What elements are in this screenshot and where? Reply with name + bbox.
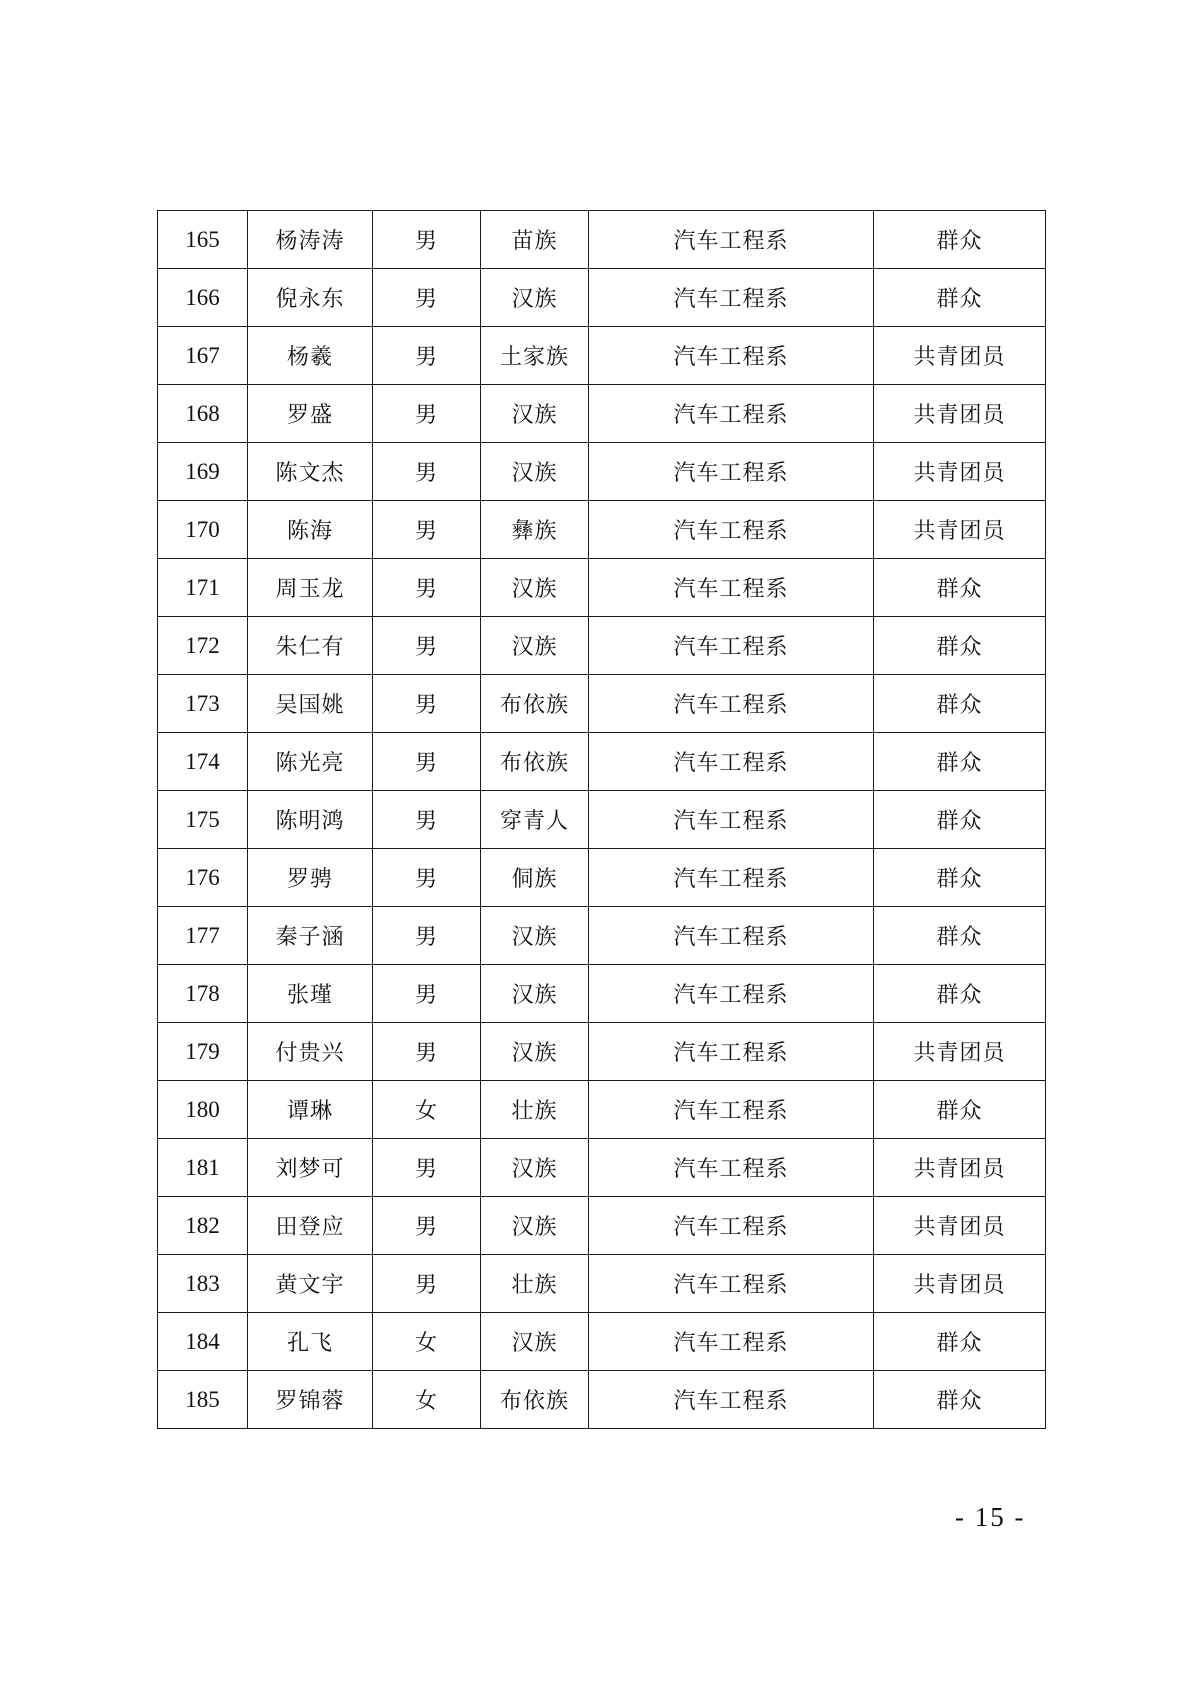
ethnicity-cell: 布依族 [481, 1371, 589, 1429]
department-cell: 汽车工程系 [589, 1023, 874, 1081]
department-cell: 汽车工程系 [589, 1313, 874, 1371]
gender-cell: 男 [373, 1023, 481, 1081]
gender-cell: 男 [373, 907, 481, 965]
ethnicity-cell: 穿青人 [481, 791, 589, 849]
table-row [158, 211, 1046, 269]
ethnicity-cell: 汉族 [481, 907, 589, 965]
table-row [158, 327, 1046, 385]
index-cell: 165 [158, 211, 248, 269]
gender-cell: 男 [373, 211, 481, 269]
ethnicity-cell: 汉族 [481, 965, 589, 1023]
index-cell: 172 [158, 617, 248, 675]
gender-cell: 男 [373, 1255, 481, 1313]
department-cell: 汽车工程系 [589, 791, 874, 849]
gender-cell: 男 [373, 559, 481, 617]
political-status-cell: 共青团员 [874, 1023, 1046, 1081]
name-cell: 孔飞 [248, 1313, 373, 1371]
political-status-cell: 群众 [874, 849, 1046, 907]
ethnicity-cell: 汉族 [481, 1313, 589, 1371]
index-cell: 183 [158, 1255, 248, 1313]
gender-cell: 男 [373, 965, 481, 1023]
index-cell: 167 [158, 327, 248, 385]
table-row [158, 733, 1046, 791]
table-row [158, 501, 1046, 559]
gender-cell: 男 [373, 849, 481, 907]
name-cell: 谭琳 [248, 1081, 373, 1139]
ethnicity-cell: 苗族 [481, 211, 589, 269]
index-cell: 169 [158, 443, 248, 501]
name-cell: 罗盛 [248, 385, 373, 443]
gender-cell: 男 [373, 443, 481, 501]
table-row [158, 907, 1046, 965]
gender-cell: 男 [373, 269, 481, 327]
index-cell: 168 [158, 385, 248, 443]
index-cell: 184 [158, 1313, 248, 1371]
gender-cell: 男 [373, 385, 481, 443]
ethnicity-cell: 汉族 [481, 1139, 589, 1197]
index-cell: 175 [158, 791, 248, 849]
table-row [158, 1081, 1046, 1139]
name-cell: 倪永东 [248, 269, 373, 327]
name-cell: 杨涛涛 [248, 211, 373, 269]
department-cell: 汽车工程系 [589, 327, 874, 385]
political-status-cell: 共青团员 [874, 501, 1046, 559]
ethnicity-cell: 土家族 [481, 327, 589, 385]
department-cell: 汽车工程系 [589, 617, 874, 675]
political-status-cell: 群众 [874, 733, 1046, 791]
table-row [158, 791, 1046, 849]
ethnicity-cell: 侗族 [481, 849, 589, 907]
gender-cell: 男 [373, 733, 481, 791]
political-status-cell: 共青团员 [874, 1197, 1046, 1255]
ethnicity-cell: 布依族 [481, 675, 589, 733]
table-row [158, 1371, 1046, 1429]
name-cell: 张瑾 [248, 965, 373, 1023]
political-status-cell: 群众 [874, 1081, 1046, 1139]
ethnicity-cell: 汉族 [481, 1197, 589, 1255]
table-row [158, 1023, 1046, 1081]
index-cell: 166 [158, 269, 248, 327]
student-table [157, 210, 1046, 1429]
gender-cell: 男 [373, 675, 481, 733]
department-cell: 汽车工程系 [589, 1081, 874, 1139]
ethnicity-cell: 汉族 [481, 385, 589, 443]
name-cell: 陈明鸿 [248, 791, 373, 849]
page-number: - 15 - [955, 1502, 1026, 1532]
political-status-cell: 群众 [874, 1313, 1046, 1371]
department-cell: 汽车工程系 [589, 1255, 874, 1313]
ethnicity-cell: 壮族 [481, 1255, 589, 1313]
table-row [158, 1139, 1046, 1197]
ethnicity-cell: 汉族 [481, 443, 589, 501]
index-cell: 180 [158, 1081, 248, 1139]
department-cell: 汽车工程系 [589, 733, 874, 791]
ethnicity-cell: 汉族 [481, 1023, 589, 1081]
department-cell: 汽车工程系 [589, 1371, 874, 1429]
index-cell: 185 [158, 1371, 248, 1429]
department-cell: 汽车工程系 [589, 1139, 874, 1197]
department-cell: 汽车工程系 [589, 269, 874, 327]
name-cell: 黄文宇 [248, 1255, 373, 1313]
table-row [158, 269, 1046, 327]
gender-cell: 男 [373, 501, 481, 559]
political-status-cell: 共青团员 [874, 1255, 1046, 1313]
gender-cell: 女 [373, 1313, 481, 1371]
name-cell: 秦子涵 [248, 907, 373, 965]
gender-cell: 男 [373, 1197, 481, 1255]
index-cell: 179 [158, 1023, 248, 1081]
table-row [158, 443, 1046, 501]
table-row [158, 849, 1046, 907]
name-cell: 田登应 [248, 1197, 373, 1255]
name-cell: 陈海 [248, 501, 373, 559]
ethnicity-cell: 彝族 [481, 501, 589, 559]
table-row [158, 1197, 1046, 1255]
name-cell: 刘梦可 [248, 1139, 373, 1197]
department-cell: 汽车工程系 [589, 501, 874, 559]
political-status-cell: 共青团员 [874, 443, 1046, 501]
table-row [158, 965, 1046, 1023]
political-status-cell: 群众 [874, 791, 1046, 849]
gender-cell: 男 [373, 1139, 481, 1197]
name-cell: 吴国姚 [248, 675, 373, 733]
political-status-cell: 群众 [874, 559, 1046, 617]
index-cell: 174 [158, 733, 248, 791]
political-status-cell: 群众 [874, 675, 1046, 733]
gender-cell: 男 [373, 617, 481, 675]
ethnicity-cell: 汉族 [481, 559, 589, 617]
name-cell: 陈文杰 [248, 443, 373, 501]
ethnicity-cell: 布依族 [481, 733, 589, 791]
department-cell: 汽车工程系 [589, 849, 874, 907]
name-cell: 朱仁有 [248, 617, 373, 675]
political-status-cell: 群众 [874, 211, 1046, 269]
political-status-cell: 共青团员 [874, 327, 1046, 385]
department-cell: 汽车工程系 [589, 675, 874, 733]
name-cell: 罗骋 [248, 849, 373, 907]
political-status-cell: 群众 [874, 1371, 1046, 1429]
index-cell: 182 [158, 1197, 248, 1255]
ethnicity-cell: 汉族 [481, 617, 589, 675]
name-cell: 杨羲 [248, 327, 373, 385]
department-cell: 汽车工程系 [589, 559, 874, 617]
index-cell: 176 [158, 849, 248, 907]
political-status-cell: 群众 [874, 907, 1046, 965]
name-cell: 陈光亮 [248, 733, 373, 791]
index-cell: 177 [158, 907, 248, 965]
table-row [158, 559, 1046, 617]
department-cell: 汽车工程系 [589, 1197, 874, 1255]
department-cell: 汽车工程系 [589, 443, 874, 501]
table-body [158, 211, 1046, 1429]
gender-cell: 男 [373, 327, 481, 385]
table-row [158, 617, 1046, 675]
name-cell: 周玉龙 [248, 559, 373, 617]
department-cell: 汽车工程系 [589, 907, 874, 965]
political-status-cell: 共青团员 [874, 385, 1046, 443]
gender-cell: 女 [373, 1371, 481, 1429]
index-cell: 178 [158, 965, 248, 1023]
table-row [158, 385, 1046, 443]
political-status-cell: 群众 [874, 617, 1046, 675]
index-cell: 181 [158, 1139, 248, 1197]
department-cell: 汽车工程系 [589, 385, 874, 443]
index-cell: 171 [158, 559, 248, 617]
gender-cell: 男 [373, 791, 481, 849]
name-cell: 付贵兴 [248, 1023, 373, 1081]
table-row [158, 675, 1046, 733]
political-status-cell: 群众 [874, 269, 1046, 327]
department-cell: 汽车工程系 [589, 211, 874, 269]
name-cell: 罗锦蓉 [248, 1371, 373, 1429]
political-status-cell: 群众 [874, 965, 1046, 1023]
table-row [158, 1313, 1046, 1371]
table-row [158, 1255, 1046, 1313]
index-cell: 173 [158, 675, 248, 733]
ethnicity-cell: 壮族 [481, 1081, 589, 1139]
department-cell: 汽车工程系 [589, 965, 874, 1023]
ethnicity-cell: 汉族 [481, 269, 589, 327]
index-cell: 170 [158, 501, 248, 559]
political-status-cell: 共青团员 [874, 1139, 1046, 1197]
gender-cell: 女 [373, 1081, 481, 1139]
